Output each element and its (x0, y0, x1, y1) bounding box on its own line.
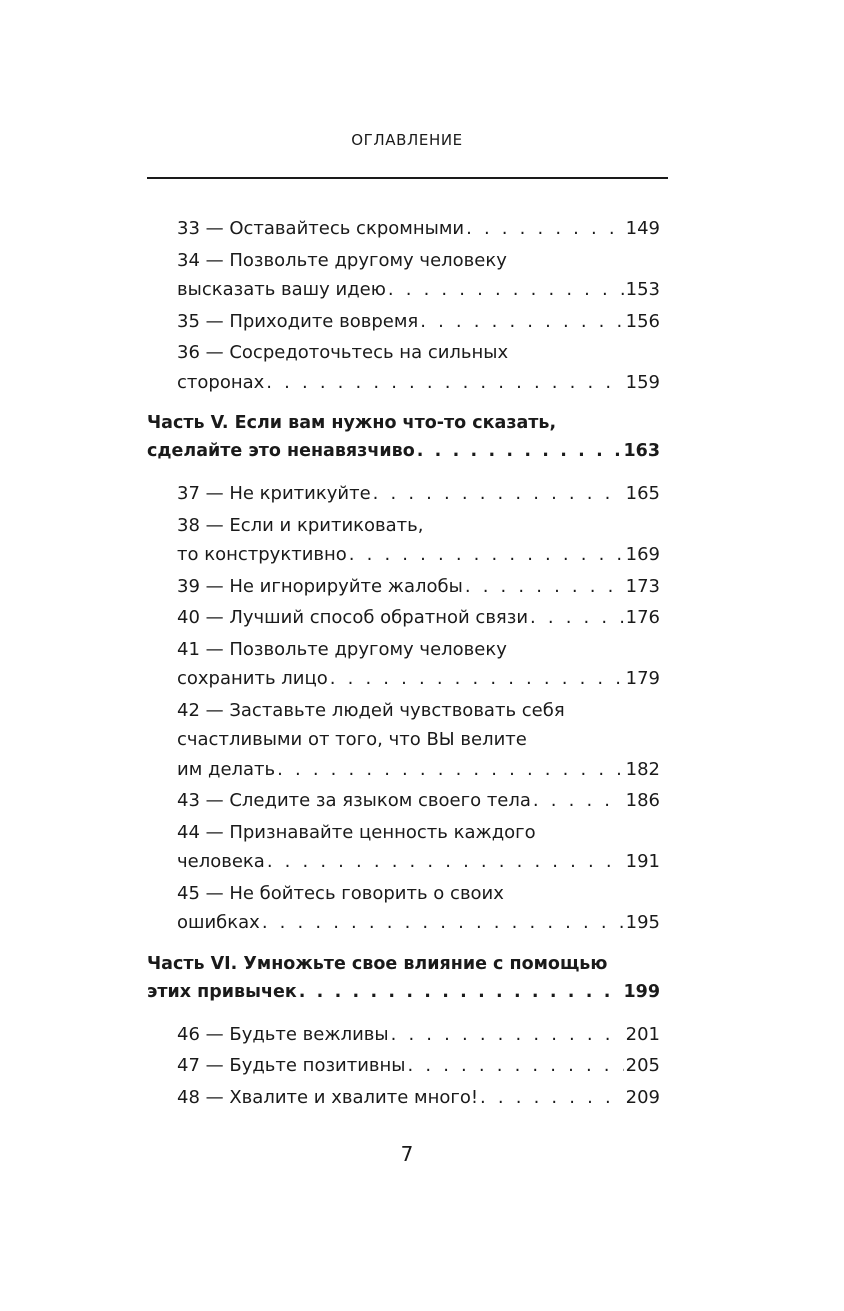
toc-part-title-line: Часть VI. Умножьте свое влияние с помощью (147, 953, 608, 974)
toc-entry-47[interactable] (147, 1051, 660, 1081)
dot-leader (388, 275, 624, 305)
toc-entry-title: то конструктивно (177, 544, 347, 565)
page-number: 7 (400, 1142, 414, 1166)
toc-entry-42[interactable] (147, 696, 660, 785)
table-of-contents (147, 214, 660, 1114)
toc-entry-title: 48 — Хвалите и хвалите много! (177, 1086, 479, 1108)
toc-entry-title: ошибках (177, 912, 260, 933)
dot-leader (466, 214, 624, 244)
toc-entry-title: 43 — Следите за языком своего тела (177, 790, 531, 811)
dot-leader (349, 540, 624, 570)
toc-entry-title: 40 — Лучший способ обратной связи (177, 607, 529, 628)
toc-entry-41[interactable] (147, 635, 660, 694)
toc-entry-title: 35 — Приходите вовремя (177, 310, 419, 332)
toc-entry-page: 201 (625, 1023, 660, 1045)
toc-entry-title: сторонах (177, 371, 265, 393)
toc-part-title: сделайте это ненавязчиво (147, 441, 415, 461)
toc-entry-43[interactable] (147, 786, 660, 816)
toc-entry-48[interactable] (147, 1083, 660, 1113)
toc-entry-page: 209 (625, 1086, 660, 1108)
toc-entry-page: 195 (625, 912, 660, 933)
toc-entry-page: 156 (625, 310, 660, 332)
toc-entry-title: 39 — Не игнорируйте жалобы (177, 575, 463, 597)
dot-leader (533, 786, 624, 816)
dot-leader (330, 664, 624, 694)
toc-entry-title: 37 — Не критикуйте (177, 483, 371, 504)
toc-entry-page: 205 (625, 1055, 660, 1076)
toc-entry-page: 186 (625, 790, 660, 811)
toc-entry-title-line: 38 — Если и критиковать, (177, 514, 424, 536)
toc-entry-title: высказать вашу идею (177, 279, 386, 300)
dot-leader (530, 603, 624, 633)
toc-part-page: 163 (623, 441, 660, 461)
dot-leader (262, 908, 624, 938)
toc-entry-page: 191 (625, 851, 660, 872)
toc-entry-page: 165 (625, 483, 660, 504)
toc-entry-title: 33 — Оставайтесь скромными (177, 218, 465, 239)
toc-entry-title: им делать (177, 758, 276, 780)
dot-leader (480, 1083, 624, 1113)
dot-leader (420, 307, 623, 337)
page-header-title: ОГЛАВЛЕНИЕ (351, 131, 463, 149)
toc-entry-title-line: 44 — Признавайте ценность каждого (177, 821, 536, 843)
toc-entry-title: человека (177, 851, 265, 872)
toc-entry-page: 176 (625, 607, 660, 628)
toc-entry-title-line: 34 — Позвольте другому человеку (177, 249, 507, 271)
dot-leader (465, 572, 624, 602)
toc-entry-44[interactable] (147, 818, 660, 877)
toc-entry-page: 179 (625, 668, 660, 689)
toc-entry-title: 46 — Будьте вежливы (177, 1023, 389, 1045)
dot-leader (277, 755, 623, 785)
toc-entry-title-line: счастливыми от того, что ВЫ велите (177, 729, 527, 750)
toc-entry-35[interactable] (147, 307, 660, 337)
dot-leader (391, 1020, 624, 1050)
toc-entry-46[interactable] (147, 1020, 660, 1050)
toc-entry-page: 173 (625, 575, 660, 597)
toc-entry-title: сохранить лицо (177, 668, 328, 689)
toc-entry-38[interactable] (147, 511, 660, 570)
dot-leader (267, 847, 624, 877)
toc-entry-title-line: 45 — Не бойтесь говорить о своих (177, 882, 504, 904)
toc-entry-title: 47 — Будьте позитивны (177, 1055, 406, 1076)
toc-part-6[interactable] (147, 950, 660, 1006)
toc-entry-page: 159 (625, 371, 660, 393)
toc-entry-title-line: 41 — Позвольте другому человеку (177, 638, 507, 660)
toc-entry-title-line: 36 — Сосредоточьтесь на сильных (177, 342, 509, 363)
dot-leader (266, 368, 623, 398)
toc-entry-40[interactable] (147, 603, 660, 633)
toc-entry-37[interactable] (147, 479, 660, 509)
toc-entry-page: 169 (625, 544, 660, 565)
toc-entry-39[interactable] (147, 572, 660, 602)
toc-part-title-line: Часть V. Если вам нужно что-то сказать, (147, 413, 557, 433)
toc-entry-33[interactable] (147, 214, 660, 244)
toc-entry-34[interactable] (147, 246, 660, 305)
toc-entry-page: 182 (625, 758, 660, 780)
toc-part-5[interactable] (147, 409, 660, 465)
toc-part-title: этих привычек (147, 981, 297, 1002)
dot-leader (299, 978, 622, 1006)
dot-leader (417, 437, 622, 465)
dot-leader (408, 1051, 624, 1081)
header-divider (147, 177, 668, 179)
toc-entry-36[interactable] (147, 338, 660, 397)
toc-part-page: 199 (623, 981, 660, 1002)
dot-leader (373, 479, 624, 509)
toc-entry-title-line: 42 — Заставьте людей чувствовать себя (177, 699, 565, 721)
toc-entry-page: 149 (625, 218, 660, 239)
toc-entry-page: 153 (625, 279, 660, 300)
toc-entry-45[interactable] (147, 879, 660, 938)
